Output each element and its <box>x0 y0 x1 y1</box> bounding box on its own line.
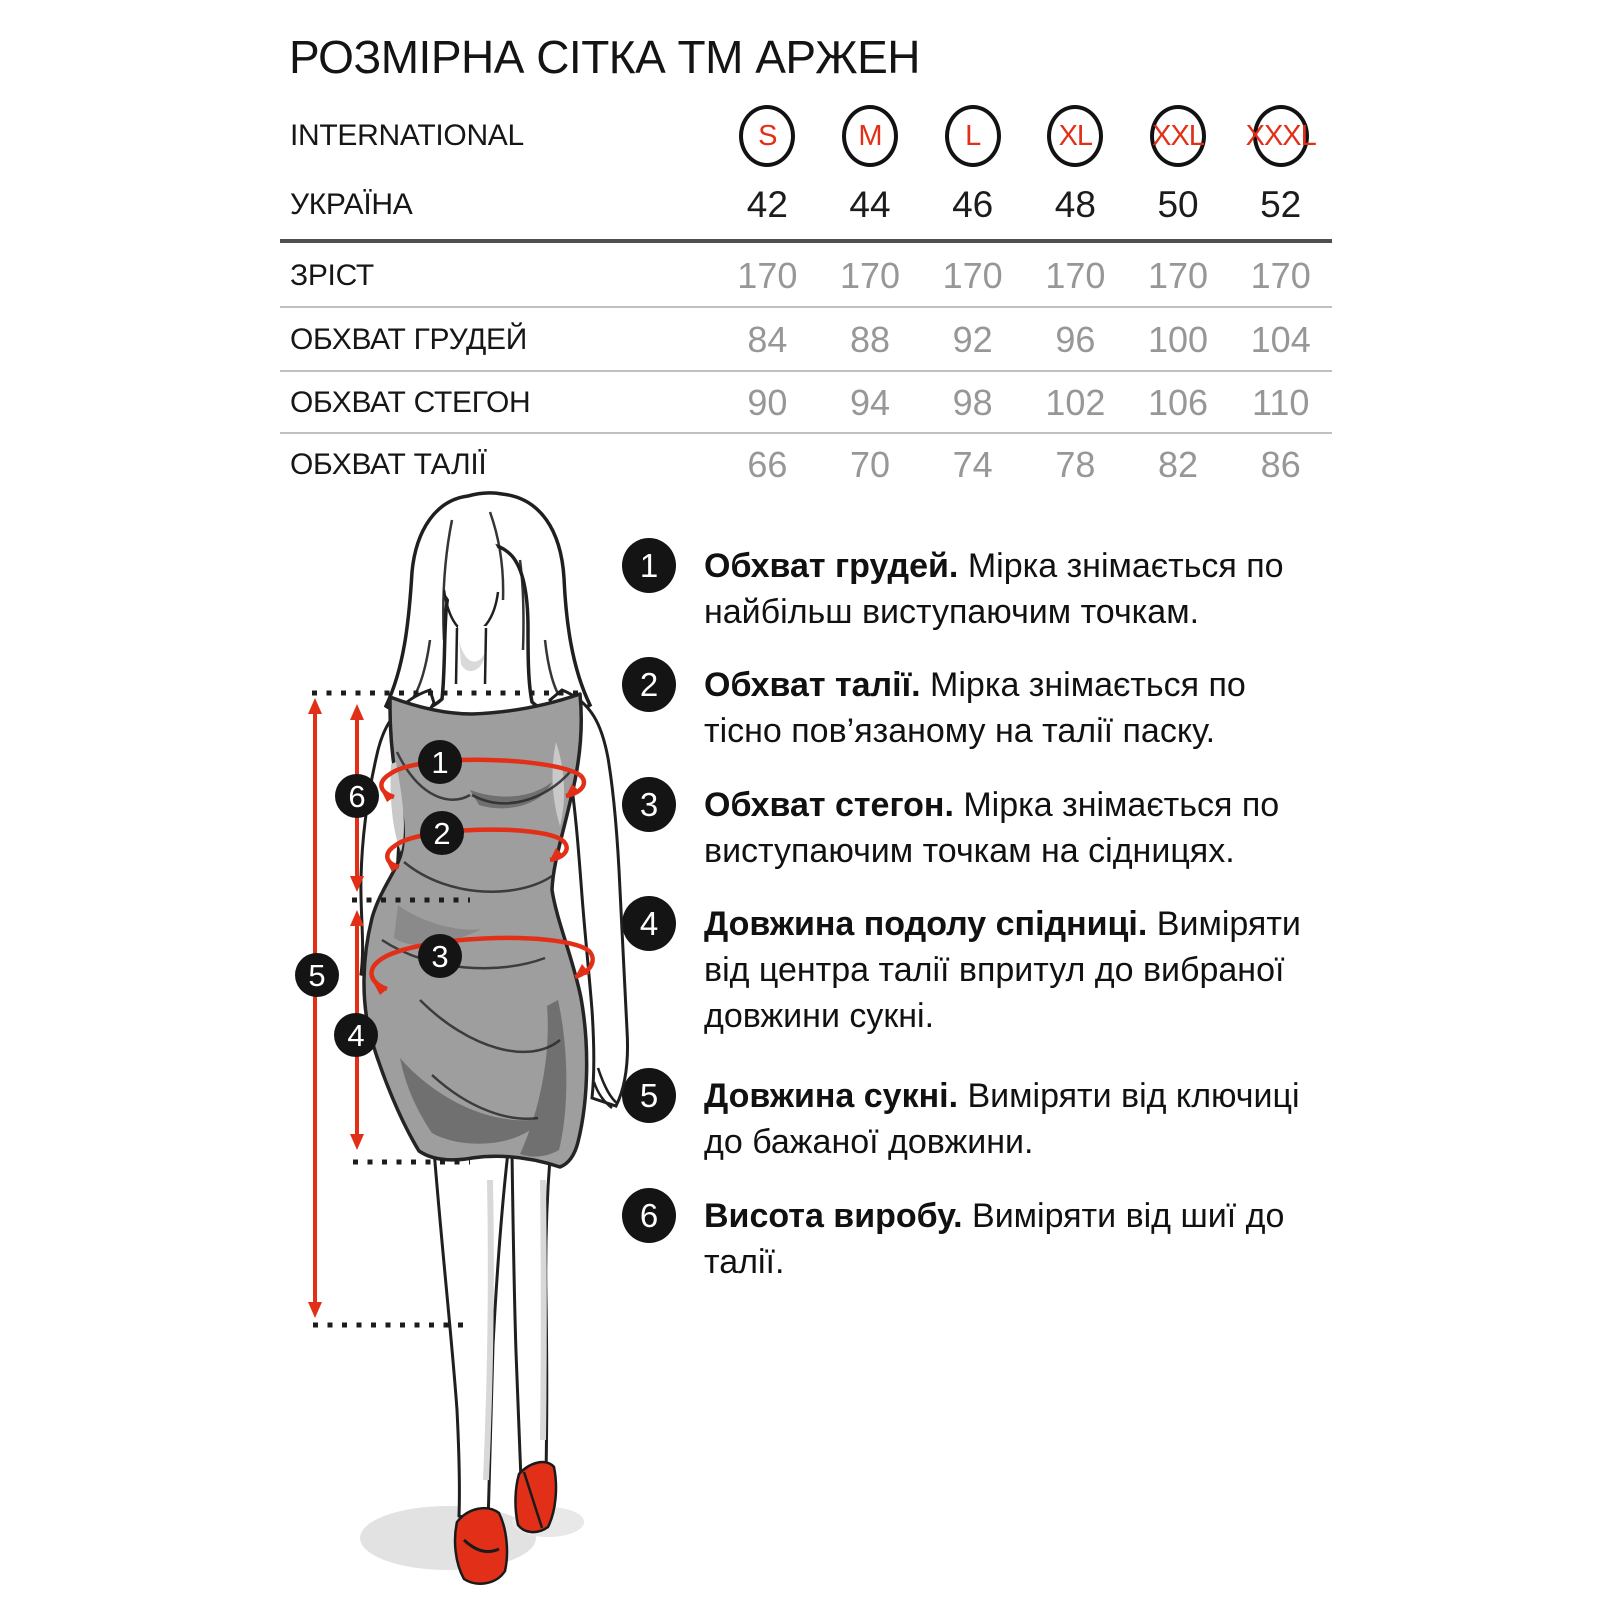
instruction-item-1 <box>622 543 1342 635</box>
row-value: 66 <box>747 444 788 485</box>
instruction-text-line: Виміряти від шиї до <box>972 1197 1285 1235</box>
instruction-text-line: виступаючим точкам на сідницях. <box>704 832 1235 870</box>
row-value: 170 <box>1147 255 1209 296</box>
instruction-text <box>704 1193 1342 1285</box>
row-label: ОБХВАТ СТЕГОН <box>290 386 531 419</box>
instruction-title: Висота виробу. <box>704 1197 963 1235</box>
row-value: 86 <box>1260 444 1301 485</box>
size-circle-m <box>842 105 898 167</box>
row-label: ОБХВАТ ТАЛІЇ <box>290 448 487 481</box>
row-value: 104 <box>1250 319 1311 360</box>
table-divider-thick <box>280 239 1332 243</box>
instruction-title: Обхват стегон. <box>704 786 954 824</box>
size-letter: XL <box>1058 119 1093 152</box>
left-leg <box>434 1150 508 1524</box>
row-value: 90 <box>747 382 788 423</box>
ukraine-size: 46 <box>952 184 994 225</box>
instruction-item-3 <box>622 782 1342 874</box>
table-divider <box>280 306 1332 308</box>
instruction-title: Обхват талії. <box>704 666 921 704</box>
measurement-row-hips <box>280 372 1332 434</box>
instruction-title: Довжина подолу спідниці. <box>704 905 1148 943</box>
instruction-item-5 <box>622 1073 1342 1165</box>
marker-6: 6 <box>348 779 366 815</box>
instruction-number-badge: 3 <box>622 777 676 832</box>
page-title: РОЗМІРНА СІТКА ТМ АРЖЕН <box>289 31 920 83</box>
marker-1: 1 <box>431 745 449 781</box>
row-value: 96 <box>1055 319 1096 360</box>
figure-diagram <box>260 488 680 1600</box>
size-circle-s <box>739 105 795 167</box>
row-label: ЗРІСТ <box>290 259 374 292</box>
instruction-text <box>704 543 1342 635</box>
row-value: 170 <box>942 255 1003 296</box>
row-value: 110 <box>1251 382 1310 423</box>
row-value: 78 <box>1055 444 1096 485</box>
instruction-text-line: Мірка знімається по <box>963 786 1280 824</box>
row-value: 88 <box>849 319 891 360</box>
instruction-title: Обхват грудей. <box>704 547 959 585</box>
row-value: 106 <box>1147 382 1209 423</box>
size-circle-xxxl <box>1245 105 1316 167</box>
size-circle-xl <box>1047 105 1103 167</box>
instruction-text <box>704 662 1342 754</box>
row-value: 102 <box>1045 382 1106 423</box>
instruction-text-line: Виміряти від ключиці <box>967 1077 1300 1115</box>
instruction-title: Довжина сукні. <box>704 1077 959 1115</box>
right-shoe-icon <box>515 1462 556 1532</box>
instruction-number-badge: 2 <box>622 657 676 712</box>
instruction-text-line: талії. <box>704 1243 785 1281</box>
row-value: 98 <box>952 382 993 423</box>
size-letter: XXXL <box>1245 119 1316 152</box>
measure-line-dress-length <box>308 698 322 1318</box>
measurement-row-bust <box>280 309 1332 371</box>
ukraine-size: 50 <box>1157 184 1199 225</box>
instruction-text-line: від центра талії впритул до вибраної <box>704 951 1285 989</box>
instruction-text-line: тісно пов’язаному на талії паску. <box>704 712 1216 750</box>
ground-shadow <box>360 1506 536 1570</box>
instruction-text-line: найбільш виступаючим точкам. <box>704 593 1200 631</box>
left-shoe-icon <box>455 1508 507 1583</box>
row-value: 170 <box>839 255 901 296</box>
instruction-text-line: Мірка знімається по <box>967 547 1284 585</box>
instruction-text-line: Мірка знімається по <box>930 666 1246 704</box>
row-value: 84 <box>747 319 788 360</box>
row-value: 170 <box>1250 255 1311 296</box>
row-label-ukraine: УКРАЇНА <box>290 188 413 221</box>
size-letter: M <box>858 119 882 152</box>
woman-figure <box>361 493 628 1584</box>
marker-5: 5 <box>308 958 326 994</box>
size-circle-xxl <box>1150 105 1206 167</box>
instruction-text-line: Виміряти <box>1156 905 1301 943</box>
row-international <box>280 100 1332 172</box>
size-letter: XXL <box>1152 119 1204 152</box>
instruction-number-badge: 1 <box>622 538 676 593</box>
row-value: 74 <box>952 444 993 485</box>
row-value: 170 <box>1045 255 1106 296</box>
size-letter: S <box>758 119 777 152</box>
size-letter: L <box>965 119 981 152</box>
row-value: 100 <box>1147 319 1209 360</box>
instruction-item-4 <box>622 901 1342 1039</box>
row-label-international: INTERNATIONAL <box>290 119 524 152</box>
marker-3: 3 <box>431 939 449 975</box>
marker-4: 4 <box>347 1018 365 1054</box>
ukraine-size: 48 <box>1054 184 1096 225</box>
instruction-item-2 <box>622 662 1342 754</box>
row-value: 92 <box>952 319 993 360</box>
row-ukraine <box>280 170 1332 240</box>
instruction-number-badge: 4 <box>622 896 676 951</box>
row-label: ОБХВАТ ГРУДЕЙ <box>290 323 528 356</box>
ukraine-size: 42 <box>746 184 788 225</box>
instruction-text <box>704 782 1342 874</box>
row-value: 94 <box>849 382 891 423</box>
size-circle-l <box>945 105 1001 167</box>
row-value: 170 <box>737 255 798 296</box>
instruction-item-6 <box>622 1193 1342 1285</box>
measurement-row-waist <box>280 434 1332 496</box>
ukraine-size: 52 <box>1260 184 1302 225</box>
instruction-number-badge: 6 <box>622 1188 676 1243</box>
measurement-row-height <box>280 245 1332 307</box>
instruction-text-line: довжини сукні. <box>704 997 935 1035</box>
marker-2: 2 <box>433 816 451 852</box>
instruction-text-line: до бажаної довжини. <box>704 1123 1034 1161</box>
ukraine-size: 44 <box>849 184 891 225</box>
row-value: 70 <box>849 444 891 485</box>
instruction-number-badge: 5 <box>622 1068 676 1123</box>
instruction-text <box>704 1073 1342 1165</box>
row-value: 82 <box>1158 444 1199 485</box>
instruction-text <box>704 901 1342 1039</box>
